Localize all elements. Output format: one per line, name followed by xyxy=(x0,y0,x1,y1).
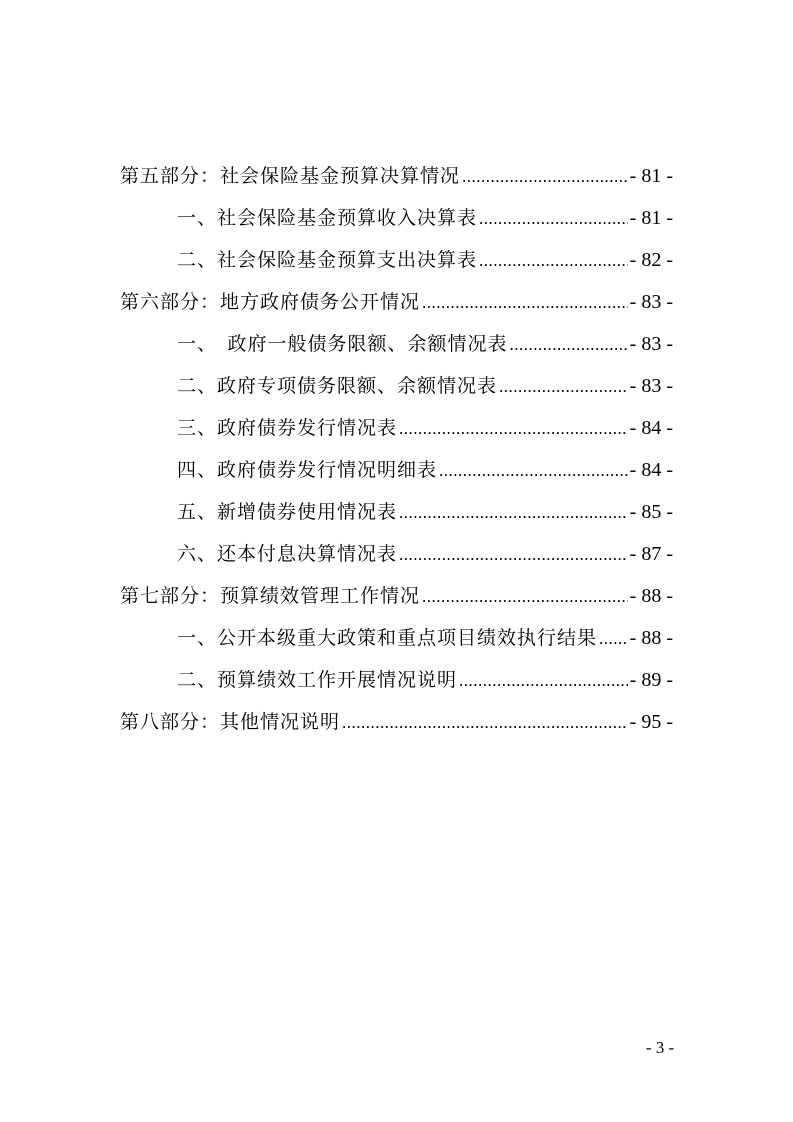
toc-entry-title: 第六部分：地方政府债务公开情况 xyxy=(120,291,421,313)
toc-entry-7-1[interactable] xyxy=(120,617,673,659)
toc-entry-part-6[interactable] xyxy=(120,281,673,323)
toc-entry-page: - 85 - xyxy=(629,501,673,523)
toc-entry-page: - 84 - xyxy=(629,459,673,481)
toc-entry-6-3[interactable] xyxy=(120,407,673,449)
toc-entry-title: 一、公开本级重大政策和重点项目绩效执行结果 xyxy=(177,627,598,649)
toc-entry-title: 三、政府债券发行情况表 xyxy=(177,417,398,439)
toc-entry-title: 第五部分：社会保险基金预算决算情况 xyxy=(120,165,461,187)
toc-entry-page: - 81 - xyxy=(629,165,673,187)
toc-leader-dots xyxy=(499,366,628,408)
toc-entry-page: - 87 - xyxy=(629,543,673,565)
toc-leader-dots xyxy=(399,408,628,450)
toc-entry-part-5[interactable] xyxy=(120,155,673,197)
page-number: - 3 - xyxy=(645,1038,675,1057)
toc-entry-page: - 84 - xyxy=(629,417,673,439)
toc-leader-dots xyxy=(599,618,628,660)
toc-entry-title: 一、 政府一般债务限额、余额情况表 xyxy=(177,333,508,355)
toc-entry-page: - 95 - xyxy=(629,711,673,733)
toc-leader-dots xyxy=(439,450,628,492)
toc-entry-title: 六、还本付息决算情况表 xyxy=(177,543,398,565)
toc-entry-title: 二、政府专项债务限额、余额情况表 xyxy=(177,375,498,397)
toc-leader-dots xyxy=(479,198,628,240)
toc-leader-dots xyxy=(422,576,628,618)
toc-leader-dots xyxy=(510,324,628,366)
toc-entry-title: 二、预算绩效工作开展情况说明 xyxy=(177,669,458,691)
toc-entry-page: - 81 - xyxy=(629,207,673,229)
toc-entry-page: - 83 - xyxy=(629,375,673,397)
toc-entry-part-7[interactable] xyxy=(120,575,673,617)
toc-entry-page: - 83 - xyxy=(629,333,673,355)
toc-leader-dots xyxy=(399,534,628,576)
toc-entry-6-5[interactable] xyxy=(120,491,673,533)
toc-leader-dots xyxy=(399,492,628,534)
toc-leader-dots xyxy=(459,660,628,702)
toc-entry-title: 五、新增债券使用情况表 xyxy=(177,501,398,523)
toc-entry-6-2[interactable] xyxy=(120,365,673,407)
toc-entry-title: 第七部分：预算绩效管理工作情况 xyxy=(120,585,421,607)
toc-entry-page: - 88 - xyxy=(629,585,673,607)
toc-entry-title: 四、政府债券发行情况明细表 xyxy=(177,459,438,481)
toc-leader-dots xyxy=(422,282,628,324)
toc-leader-dots xyxy=(462,156,628,198)
toc-entry-title: 二、社会保险基金预算支出决算表 xyxy=(177,249,478,271)
toc-leader-dots xyxy=(342,702,628,744)
toc-entry-page: - 88 - xyxy=(629,627,673,649)
table-of-contents xyxy=(120,155,673,743)
toc-entry-5-1[interactable] xyxy=(120,197,673,239)
toc-entry-title: 一、社会保险基金预算收入决算表 xyxy=(177,207,478,229)
toc-leader-dots xyxy=(479,240,628,282)
toc-entry-5-2[interactable] xyxy=(120,239,673,281)
toc-entry-part-8[interactable] xyxy=(120,701,673,743)
toc-entry-page: - 82 - xyxy=(629,249,673,271)
toc-entry-7-2[interactable] xyxy=(120,659,673,701)
toc-entry-6-1[interactable] xyxy=(120,323,673,365)
toc-entry-page: - 83 - xyxy=(629,291,673,313)
toc-entry-page: - 89 - xyxy=(629,669,673,691)
toc-entry-6-4[interactable] xyxy=(120,449,673,491)
toc-entry-title: 第八部分：其他情况说明 xyxy=(120,711,341,733)
toc-entry-6-6[interactable] xyxy=(120,533,673,575)
